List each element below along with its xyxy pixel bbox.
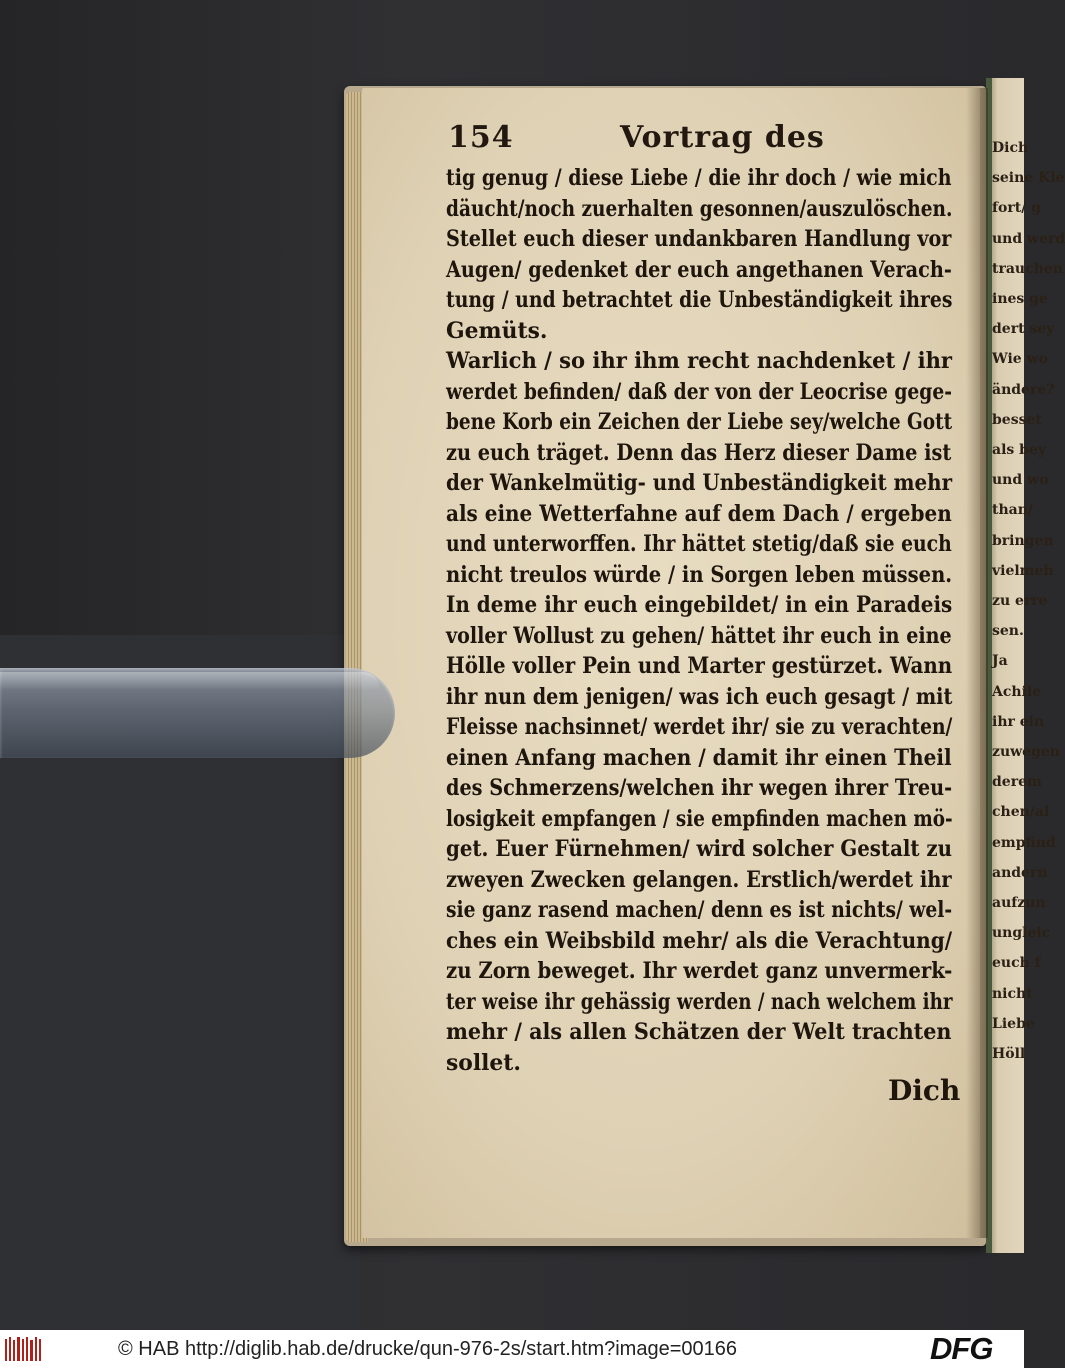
- running-head: Vortrag des: [620, 120, 825, 155]
- text-line: Gemüts.: [446, 317, 548, 344]
- text-line: einen Anfang machen / damit ihr einen Theil: [446, 744, 952, 771]
- facing-page-fragment: empfind: [992, 834, 1056, 851]
- text-line: tung / und betrachtet die Unbeständigkeit ihres: [446, 287, 953, 313]
- text-line: sie ganz rasend machen/ denn es ist nichts/ wel-: [446, 897, 953, 923]
- text-line: losigkeit empfangen / sie empfinden machen mö-: [446, 805, 953, 832]
- facing-page-fragment: zu erre: [992, 593, 1048, 609]
- text-line: In deme ihr euch eingebildet/ in ein Paradeis: [446, 592, 953, 618]
- text-line: Hölle voller Pein und Marter gestürzet. Wann: [446, 653, 953, 679]
- facing-page-fragment: euch f: [992, 955, 1041, 972]
- text-line: ihr nun dem jenigen/ was ich euch gesagt / mit: [446, 683, 953, 710]
- text-line: der Wankelmütig- und Unbeständigkeit mehr: [446, 470, 953, 496]
- page-gutter-shadow: [966, 88, 988, 1238]
- catchword: Dich: [888, 1074, 961, 1107]
- text-line: tig genug / diese Liebe / die ihr doch / wie mich: [446, 165, 952, 191]
- facing-page-fragment: Achile: [992, 683, 1042, 700]
- text-line: als eine Wetterfahne auf dem Dach / ergeben: [446, 500, 952, 527]
- facing-page-fragment: ines ge: [992, 291, 1048, 307]
- glass-bookmark-highlight: [0, 672, 380, 690]
- facing-page-fragment: ändere?: [992, 381, 1055, 398]
- facing-page-fragment: ihr ein: [992, 713, 1045, 730]
- facing-page-fragment: seine Kle: [992, 170, 1065, 187]
- text-line: voller Wollust zu gehen/ hättet ihr euch in eine: [446, 622, 952, 649]
- facing-page-fragment: bringen: [992, 532, 1054, 549]
- facing-page-fragment: ungleic: [992, 925, 1051, 942]
- text-line: zu euch träget. Denn das Herz dieser Dame ist: [446, 439, 952, 466]
- facing-page-fragment: andern: [992, 864, 1048, 881]
- facing-page-fragment: und werd: [992, 230, 1065, 247]
- facing-page-fragment: derem: [992, 774, 1042, 791]
- copyright-url[interactable]: © HAB http://diglib.hab.de/drucke/qun-976-2s/start.htm?image=00166: [118, 1338, 737, 1360]
- facing-page-fragment: und wo: [992, 472, 1049, 489]
- facing-page-fragment: Dich: [992, 140, 1029, 156]
- text-line: Augen/ gedenket der euch angethanen Verach-: [446, 256, 952, 283]
- facing-page-fragment: aufzun: [992, 895, 1046, 911]
- facing-page-fragment: fort/ g: [992, 200, 1041, 217]
- page-header: [448, 120, 928, 166]
- facing-page-fragment: zuwegen: [992, 744, 1060, 760]
- facing-page-fragment: besset: [992, 411, 1042, 428]
- facing-page-fragment: dert sey: [992, 321, 1055, 338]
- text-line: Fleisse nachsinnet/ werdet ihr/ sie zu verachten/: [446, 714, 953, 740]
- text-line: zweyen Zwecken gelangen. Erstlich/werdet ihr: [446, 866, 952, 893]
- facing-page-fragment: nicht: [992, 985, 1033, 1002]
- text-line: des Schmerzens/welchen ihr wegen ihrer Treu-: [446, 775, 953, 801]
- text-line: bene Korb ein Zeichen der Liebe sey/welche Gott: [446, 409, 953, 435]
- text-line: Warlich / so ihr ihm recht nachdenket / ihr: [446, 348, 953, 374]
- facing-page-fragment: vielmeh: [992, 562, 1054, 579]
- footer-bar: [0, 1330, 1024, 1368]
- text-line: Stellet euch dieser undankbaren Handlung vor: [446, 226, 952, 252]
- text-line: ches ein Weibsbild mehr/ als die Verachtung/: [446, 927, 953, 954]
- hab-logo-icon: [4, 1335, 42, 1363]
- facing-page-fragment: Wie wo: [992, 351, 1048, 368]
- facing-page-fragment: als bey: [992, 442, 1046, 458]
- text-line: sollet.: [446, 1049, 521, 1076]
- facing-page-fragment: than/: [992, 502, 1034, 519]
- text-line: get. Euer Fürnehmen/ wird solcher Gestalt zu: [446, 836, 953, 862]
- text-line: nicht treulos würde / in Sorgen leben müssen.: [446, 561, 953, 588]
- text-line: und unterworffen. Ihr hättet stetig/daß sie euch: [446, 531, 952, 557]
- facing-page-fragment: sen.: [992, 623, 1024, 640]
- facing-page-fragment: Liebe: [992, 1015, 1035, 1032]
- facing-page-fragment: trauchen: [992, 260, 1063, 277]
- text-line: zu Zorn beweget. Ihr werdet ganz unvermerk-: [446, 958, 953, 984]
- text-line: werdet befinden/ daß der von der Leocrise gege-: [446, 378, 952, 405]
- text-line: ter weise ihr gehässig werden / nach welchem ihr: [446, 988, 953, 1015]
- text-line: mehr / als allen Schätzen der Welt trachten: [446, 1019, 952, 1045]
- facing-page: [986, 78, 1065, 1253]
- page-text: [446, 163, 956, 1078]
- dfg-logo: DFG: [930, 1331, 993, 1366]
- facing-page-fragment: Höll: [992, 1046, 1026, 1062]
- facing-page-fragment: chen/al: [992, 804, 1050, 821]
- facing-page-fragment: Ja: [992, 653, 1008, 670]
- page-number: 154: [448, 120, 514, 155]
- text-line: däucht/noch zuerhalten gesonnen/auszulöschen.: [446, 195, 953, 222]
